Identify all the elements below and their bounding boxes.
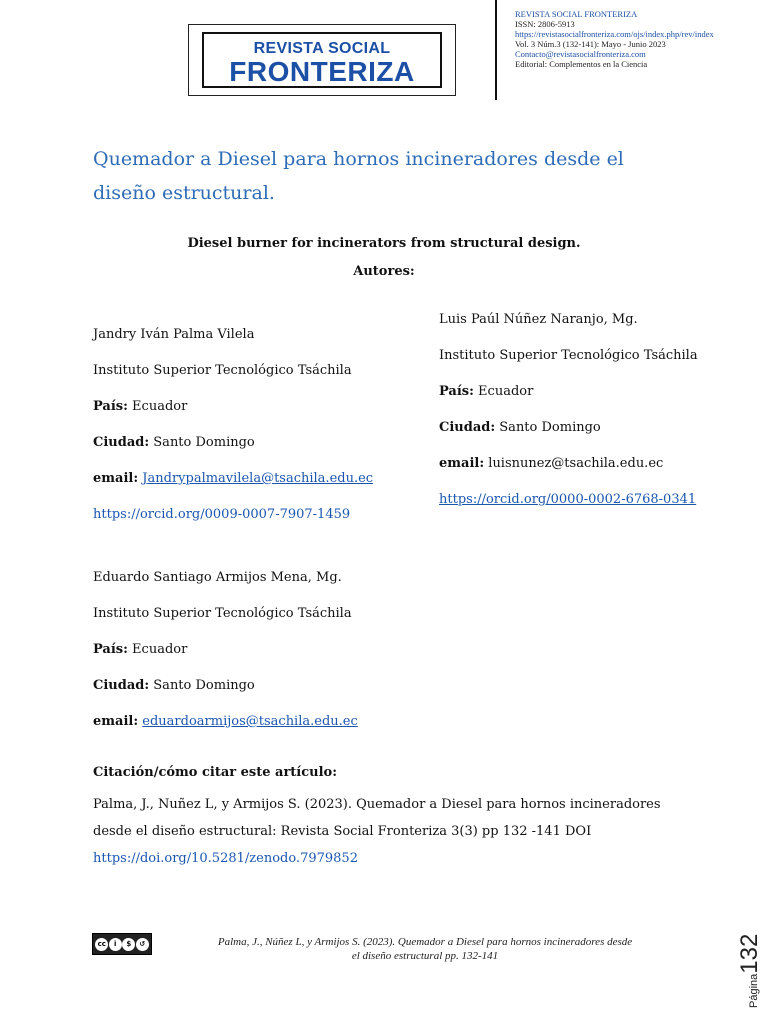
author-city: Santo Domingo xyxy=(499,420,601,435)
city-label: Ciudad: xyxy=(93,678,150,693)
email-label: email: xyxy=(93,471,139,486)
author-city: Santo Domingo xyxy=(153,435,255,450)
sa-icon: ↺ xyxy=(136,938,149,951)
journal-name: REVISTA SOCIAL FRONTERIZA xyxy=(515,9,638,19)
author-institution: Instituto Superior Tecnológico Tsáchila xyxy=(93,363,352,378)
author-institution: Instituto Superior Tecnológico Tsáchila xyxy=(93,606,352,621)
country-label: País: xyxy=(93,399,128,414)
logo-line2: FRONTERIZA xyxy=(229,56,415,87)
email-label: email: xyxy=(439,456,485,471)
authors-heading: Autores: xyxy=(353,264,415,279)
author-country: Ecuador xyxy=(478,384,534,399)
page-number xyxy=(700,920,763,1010)
journal-url[interactable]: https://revistasocialfronteriza.com/ojs/index.php/rev/index xyxy=(515,28,714,39)
header-divider xyxy=(495,0,497,100)
volume-info: Vol. 3 Núm.3 (132-141): Mayo - Junio 2023 xyxy=(515,38,666,49)
country-label: País: xyxy=(439,384,474,399)
citation-heading: Citación/cómo citar este artículo: xyxy=(93,765,338,780)
footer-citation xyxy=(160,935,690,963)
author-card-3 xyxy=(93,560,358,740)
issn: ISSN: 2806-5913 xyxy=(515,18,575,29)
doi-link[interactable]: https://doi.org/10.5281/zenodo.7979852 xyxy=(93,851,358,866)
contact-email[interactable]: Contacto@revistasocialfronteriza.com xyxy=(515,48,646,59)
citation-body xyxy=(93,791,693,872)
author-card-2 xyxy=(439,302,698,518)
page-number-value: 132 xyxy=(736,933,763,974)
author-orcid-link[interactable]: https://orcid.org/0000-0002-6768-0341 xyxy=(439,492,697,507)
journal-logo-box xyxy=(202,32,442,88)
author-city: Santo Domingo xyxy=(153,678,255,693)
footer-citation-line1: Palma, J., Núñez L, y Armijos S. (2023). Quemador a Diesel para hornos incineradores desde xyxy=(217,936,633,948)
article-title-line2: diseño estructural. xyxy=(93,182,275,204)
journal-logo xyxy=(188,24,456,96)
city-label: Ciudad: xyxy=(93,435,150,450)
logo-line1: REVISTA SOCIAL xyxy=(253,40,391,57)
footer-citation-line2: el diseño estructural pp. 132-141 xyxy=(351,950,499,962)
creative-commons-badge xyxy=(92,933,152,955)
author-name: Luis Paúl Núñez Naranjo, Mg. xyxy=(439,312,638,327)
journal-info xyxy=(515,10,714,69)
english-title: Diesel burner for incinerators from structural design. xyxy=(187,236,581,251)
author-card-1 xyxy=(93,317,373,533)
city-label: Ciudad: xyxy=(439,420,496,435)
author-name: Jandry Iván Palma Vilela xyxy=(93,327,255,342)
author-orcid-link[interactable]: https://orcid.org/0009-0007-7907-1459 xyxy=(93,507,351,522)
author-email-link[interactable]: Jandrypalmavilela@tsachila.edu.ec xyxy=(142,471,374,486)
author-country: Ecuador xyxy=(132,642,188,657)
citation-line2: desde el diseño estructural: Revista Social Fronteriza 3(3) pp 132 -141 DOI xyxy=(93,824,592,839)
author-email[interactable]: luisnunez@tsachila.edu.ec xyxy=(488,456,664,471)
page-label: Página xyxy=(748,973,760,1008)
country-label: País: xyxy=(93,642,128,657)
by-icon: i xyxy=(109,938,122,951)
nc-icon: $ xyxy=(122,938,135,951)
email-label: email: xyxy=(93,714,139,729)
article-title xyxy=(93,142,683,210)
author-country: Ecuador xyxy=(132,399,188,414)
author-email-link[interactable]: eduardoarmijos@tsachila.edu.ec xyxy=(142,714,358,729)
author-name: Eduardo Santiago Armijos Mena, Mg. xyxy=(93,570,342,585)
author-institution: Instituto Superior Tecnológico Tsáchila xyxy=(439,348,698,363)
citation-line1: Palma, J., Nuñez L, y Armijos S. (2023). Quemador a Diesel para hornos incineradores xyxy=(93,797,661,812)
article-title-line1: Quemador a Diesel para hornos incineradores desde el xyxy=(93,148,624,170)
cc-icon: cc xyxy=(95,938,108,951)
publisher: Editorial: Complementos en la Ciencia xyxy=(515,58,648,69)
